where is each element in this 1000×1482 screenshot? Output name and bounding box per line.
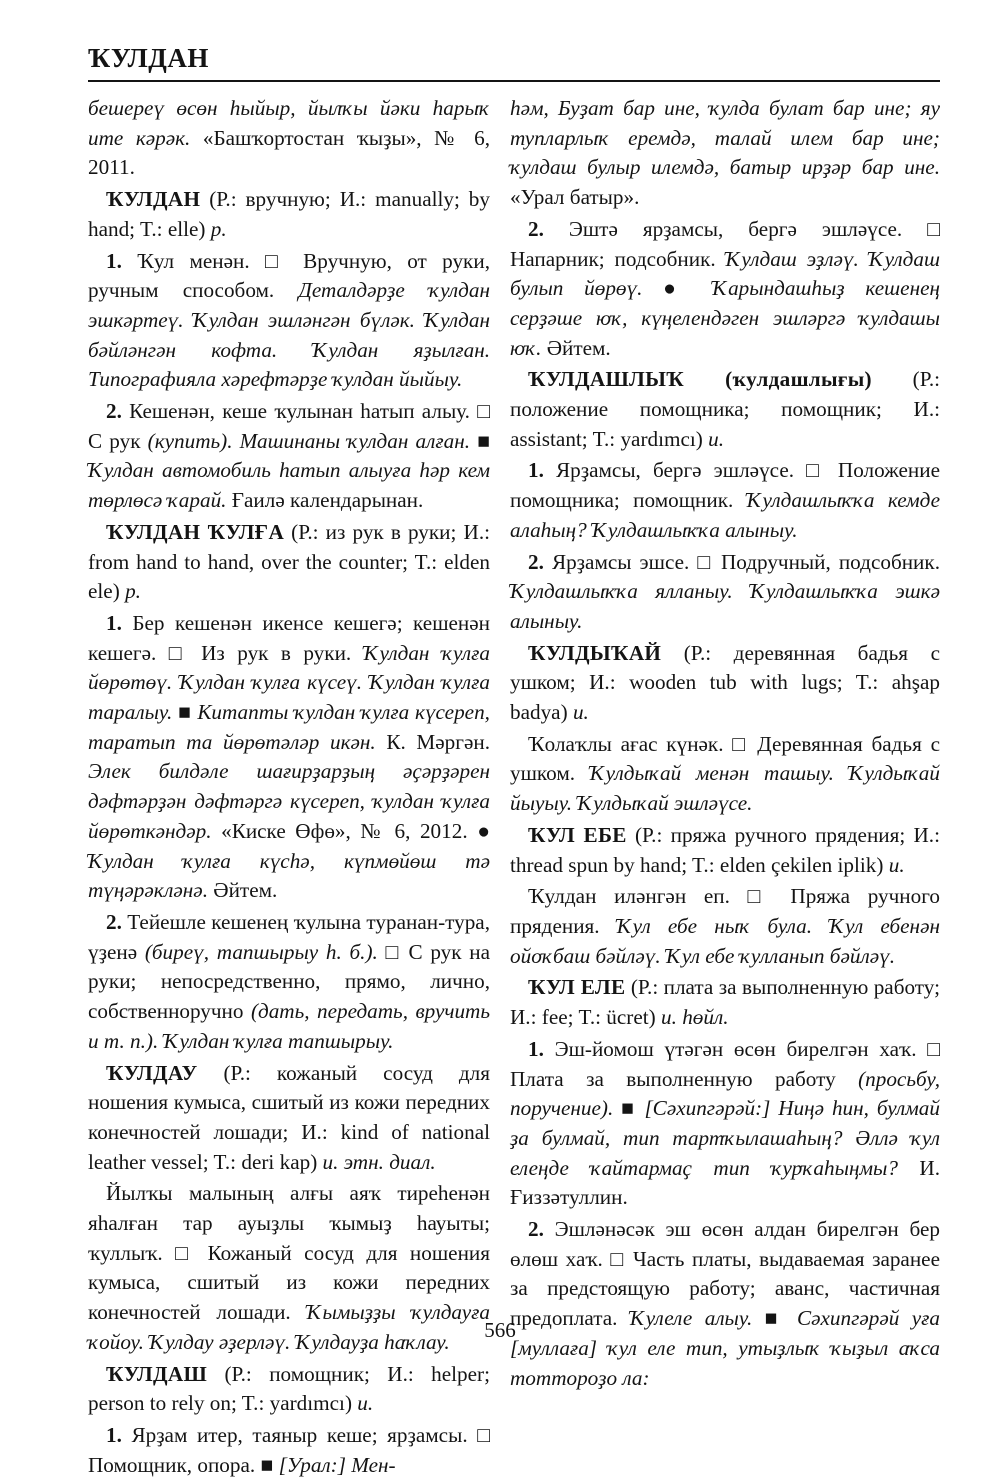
headword: ҠУЛ ЕЛЕ [528,975,626,1000]
definition-text: ● [642,276,713,301]
example-text: и. этн. диал. [322,1149,436,1174]
example-text: Ҡарындашһыҙ кешенең серҙәше юҡ, күңелендәген эшләргә ҡулдашы юҡ. [510,276,940,360]
example-text: Ҡулдан автомобиль һатып алыуға һәр кем төрлөсә ҡарай. [88,458,490,513]
definition-text: Ғаилә календарынан. [226,488,424,513]
example-text: Элек билдәле шағирҙарҙың әҫәрҙәрен дәфтәрҙән дәфтәргә күсереп, ҡулдан ҡулға йөрөткәндәр. [88,759,490,843]
sense-number: 1. [106,248,122,273]
entry-paragraph [510,548,940,637]
definition-text: (Р.: плата за выполненную работу; И.: fee; T.: ücret) [510,975,940,1030]
example-text: Ҡулдашлыҡҡа ялланыу. Ҡулдашлыҡҡа эшкә алыныу. [510,579,940,633]
example-text: р. [210,216,227,241]
example-text: Ҡулдашлыҡҡа кемде алаһың? Ҡулдашлыҡҡа алыныу. [510,488,941,542]
definition-text: (Р.: деревянная бадья с ушком; И.: wooden tub with lugs; T.: ahşap badya) [510,640,940,725]
sense-number: 1. [106,610,122,635]
definition-text: Әйтем. [541,335,611,360]
example-text: бешереү өсөн һыйыр, йылҡы йәки һарыҡ ите кәрәк. [88,96,490,150]
dictionary-entry [510,639,940,728]
definition-text: «Башҡортостан ҡыҙы», № 6, 2011. [88,125,490,180]
example-text: (дать, передать, вручить и т. п.). Ҡулдан ҡулға тапшырыу. [88,999,490,1053]
definition-text: ■ [752,1306,797,1331]
example-text: Ҡулеле алыу. [629,1306,753,1331]
example-text: Ҡулдыҡай менән ташыу. Ҡулдыҡай йыуыу. Ҡулдыҡай эшләүсе. [510,761,940,816]
definition-text: □ С рук на руки; непосредственно, прямо, лично, собственноручно [88,939,490,1024]
headword: ҠУЛДАУ [106,1060,198,1085]
entry-paragraph [510,730,940,819]
definition-text: Бер кешенән икенсе кешегә; кешенән кешегә. □ Из рук в руки. [88,610,490,665]
sense-number: 1. [528,458,544,483]
definition-text: Ярҙамсы эшсе. □ Подручный, подсобник. [543,549,940,574]
definition-text: (Р.: из рук в руки; И.: from hand to hand, over the counter; T.: elden ele) [88,519,490,604]
example-text: (просьбу, поручение). [510,1066,940,1121]
header-rule [88,80,940,82]
example-text: Ҡымыҙҙы ҡулдауға ҡойоу. Ҡулдау әҙерләү. Ҡулдауҙа һаҡлау. [88,1300,490,1354]
definition-text: (Р.: кожаный сосуд для ношения кумыса, сшитый из кожи передних конечностей лошади; И.: kind of national leather vessel; T.: deri kap) [88,1060,490,1174]
definition-text: (Р.: положение помощника; помощник; И.: assistant; T.: yardımcı) [510,367,941,451]
example-text: Ҡул ебе ныҡ була. Ҡул ебенән ойоҡбаш бәйләү. Ҡул ебе ҡулланып бәйләү. [510,913,940,968]
example-text: р. [125,579,141,604]
definition-text: Ҡул менән. □ Вручную, от руки, ручным способом. [88,248,490,303]
example-text: Деталдәрҙе ҡулдан эшкәртеү. Ҡулдан эшләнгән бүләк. Ҡулдан бәйләнгән кофта. Ҡулдан яҙылған. Типографияла хәрефтәрҙе ҡулдан йыйыу. [88,278,490,392]
definition-text: Әйтем. [208,878,278,903]
headword: ҠУЛ ЕБЕ [528,822,627,847]
example-text: и. [357,1391,374,1416]
example-text: и. [708,426,724,451]
headword: ҠУЛДАШ [106,1361,208,1386]
example-text: һәм, Буҙат бар ине, ҡулда булат бар ине; яу тупларлыҡ еремдә, талай илем бар ине; ҡулдаш булыр илемдә, батыр ирҙәр бар ине. [510,96,940,180]
headword: ҠУЛДЫҠАЙ [528,640,662,665]
definition-text: Ҡолаҡлы ағас күнәк. □ Деревянная бадья с ушком. [510,731,940,786]
entry-paragraph [88,1421,490,1480]
definition-text: (Р.: пряжа ручного прядения; И.: thread spun by hand; T.: elden çekilen iplik) [510,822,940,877]
example-text: Ҡулдан ҡулға йөрөтөү. Ҡулдан ҡулға күсеү. Ҡулдан ҡулға таралыу. [88,640,490,725]
sense-number: 1. [528,1036,544,1061]
left-column [88,94,490,1482]
entry-paragraph [510,215,940,364]
definition-text: (Р.: вручную; И.: manually; by hand; T.: elle) [88,187,490,241]
entry-paragraph [88,609,490,906]
definition-text: (Р.: помощник; И.: helper; person to rely on; T.: yardımcı) [88,1361,490,1416]
dictionary-entry [88,185,490,244]
sense-number: 2. [106,399,122,424]
example-text: [Урал:] Мен- [278,1452,396,1477]
dictionary-entry [88,1360,490,1419]
dictionary-entry [510,973,940,1032]
sense-number: 2. [528,549,544,574]
running-head: ҠУЛДАН [88,43,209,73]
definition-text: К. Мәргән. [375,729,490,754]
definition-text: «Урал батыр». [510,185,640,210]
entry-paragraph [510,456,940,545]
definition-text: ■ [613,1096,645,1121]
example-text: Сәхипгәрәй уға [муллаға] ҡул еле тип, утыҙлыҡ ҡыҙыл аҡса тоттороҙо ла: [510,1306,940,1390]
dictionary-entry [510,821,940,880]
dictionary-entry [88,1059,490,1178]
entry-paragraph [88,247,490,396]
entry-paragraph [510,882,940,971]
example-text: Ҡулдаш эҙләү. Ҡулдаш булып йөрөү. [510,246,940,301]
example-text: Ҡулдан ҡулға күсһә, күпмөйөш тә түңәрәкләнә. [88,848,490,903]
sense-number: 2. [528,1217,544,1242]
definition-text: И. Ғиззәтуллин. [510,1155,940,1210]
definition-text: Йылҡы малының алғы аяҡ тиреһенән яһалған тар ауыҙлы ҡымыҙ һауыты; ҡуллыҡ. □ Кожаный сосуд для ношения кумыса, сшитый из кожи передних конечностей лошади. [88,1181,490,1325]
example-text: (биреү, тапшырыу һ. б.). [144,939,378,964]
definition-text: ■ [172,700,198,725]
example-text: и. [888,852,905,877]
headword: ҠУЛДАН ҠУЛҒА [106,519,285,544]
definition-text: Ярҙамсы, бергә эшләүсе. □ Положение помощника; помощник. [510,458,940,513]
example-text: и. [572,700,589,725]
definition-text: Тейешле кешенең ҡулына туранан-тура, үҙенә [88,909,490,964]
entry-paragraph [88,94,490,183]
definition-text: Эшләнәсәк эш өсөн алдан бирелгән бер өлөш хаҡ. □ Часть платы, выдаваемая заранее за предстоящую работу; аванс, частичная предоплата. [510,1217,940,1331]
sense-number: 2. [106,909,122,934]
entry-paragraph [88,397,490,516]
headword: ҠУЛДАШЛЫҠ (ҡулдашлығы) [528,367,872,392]
example-text: (купить). Машинаны ҡулдан алған. [147,428,471,453]
example-text: и. һөйл. [661,1005,729,1030]
entry-paragraph [510,1215,940,1393]
definition-text: Ярҙам итер, таяныр кеше; ярҙамсы. □ Помощник, опора. ■ [88,1422,490,1477]
entry-paragraph [510,94,940,213]
right-column [510,94,940,1395]
headword: ҠУЛДАН [106,187,201,212]
example-text: Китапты ҡулдан ҡулға күсереп, таратып та йөрөтәләр икән. [88,700,490,754]
definition-text: Кешенән, кеше ҡулынан һатып алыу. □ С рук [88,399,490,453]
definition-text: Ҡулдан иләнгән еп. □ Пряжа ручного прядения. [510,884,940,938]
example-text: [Сәхипгәрәй:] Ниңә һин, булмай ҙа булмай, тип тартҡылашаһың? Әллә ҡул елеңде ҡайтармаҫ тип ҡурҡаһыңмы? [510,1096,940,1180]
definition-text: Эш-йомош үтәгән өсөн бирелгән хаҡ. □ Плата за выполненную работу [510,1036,940,1091]
sense-number: 1. [106,1422,122,1447]
definition-text: ■ [470,428,490,453]
dictionary-entry [510,365,940,454]
definition-text: Эштә ярҙамсы, бергә эшләүсе. □ Напарник; подсобник. [510,216,940,271]
sense-number: 2. [528,216,544,241]
dictionary-entry [88,518,490,607]
entry-paragraph [88,908,490,1057]
definition-text: «Киске Өфө», № 6, 2012. ● [211,818,490,843]
entry-paragraph [510,1035,940,1213]
page-number: 566 [484,1318,516,1342]
